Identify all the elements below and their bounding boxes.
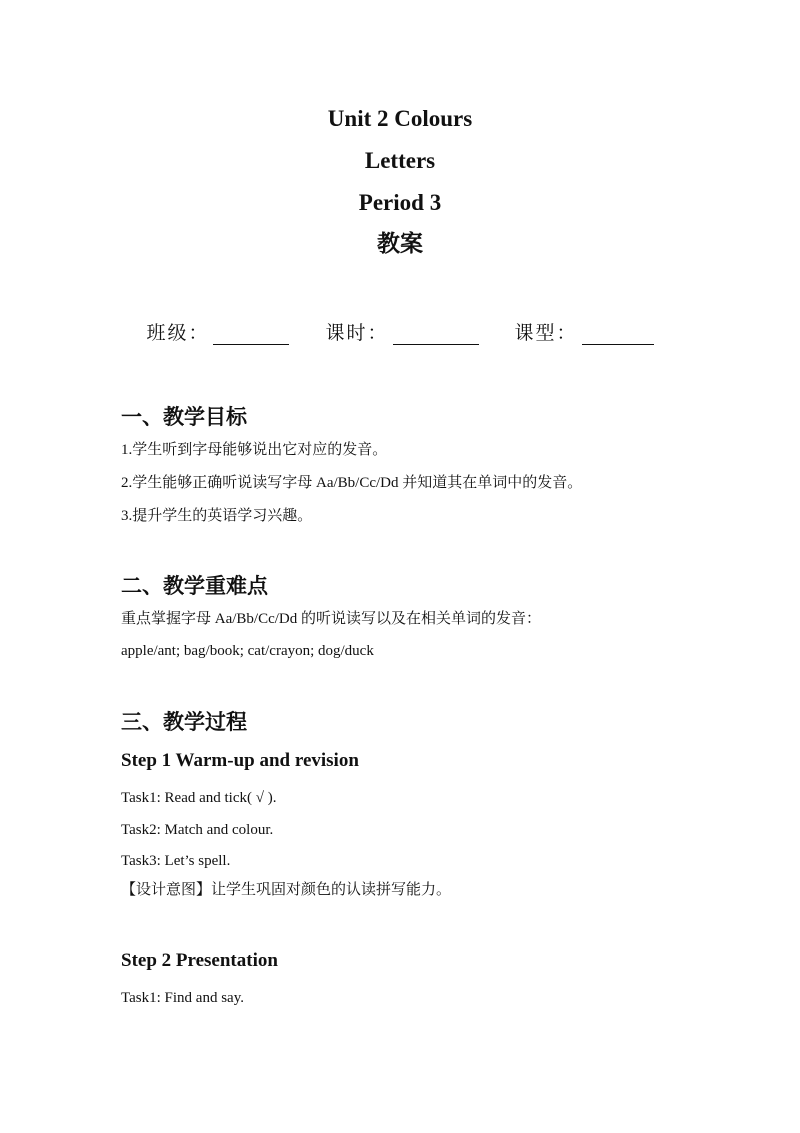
period-blank[interactable] (393, 324, 479, 345)
step1-heading: Step 1 Warm-up and revision (121, 750, 359, 771)
type-label: 课型： (514, 323, 578, 344)
step1-task: Task2: Match and colour. (121, 822, 274, 838)
step1-task: Task1: Read and tick( √ ). (121, 790, 277, 806)
title-lesson-plan: 教案 (377, 231, 423, 257)
type-field (515, 318, 654, 345)
key-point-words: apple/ant; bag/book; cat/crayon; dog/duck (121, 643, 374, 659)
objective-item: 2.学生能够正确听说读写字母 Aa/Bb/Cc/Dd 并知道其在单词中的发音。 (121, 475, 583, 491)
title-period: Period 3 (358, 190, 442, 215)
step2-task: Task1: Find and say. (121, 990, 244, 1006)
title-letters: Letters (364, 148, 436, 173)
class-blank[interactable] (213, 324, 289, 345)
objective-item: 3.提升学生的英语学习兴趣。 (121, 508, 313, 524)
section-objectives-heading: 一、教学目标 (121, 405, 247, 429)
key-point-item: 重点掌握字母 Aa/Bb/Cc/Dd 的听说读写以及在相关单词的发音： (121, 611, 541, 627)
class-label: 班级： (146, 323, 210, 344)
class-info-row (0, 318, 800, 345)
step1-task: Task3: Let’s spell. (121, 853, 231, 869)
period-field (325, 318, 478, 345)
step1-design-intent: 【设计意图】让学生巩固对颜色的认读拼写能力。 (121, 882, 452, 898)
period-label: 课时： (325, 323, 389, 344)
type-blank[interactable] (582, 324, 654, 345)
objective-item: 1.学生听到字母能够说出它对应的发音。 (121, 442, 388, 458)
section-process-heading: 三、教学过程 (121, 710, 247, 734)
title-unit: Unit 2 Colours (327, 106, 473, 131)
section-key-points-heading: 二、教学重难点 (121, 574, 268, 598)
class-field (146, 318, 289, 345)
step2-heading: Step 2 Presentation (121, 950, 278, 971)
